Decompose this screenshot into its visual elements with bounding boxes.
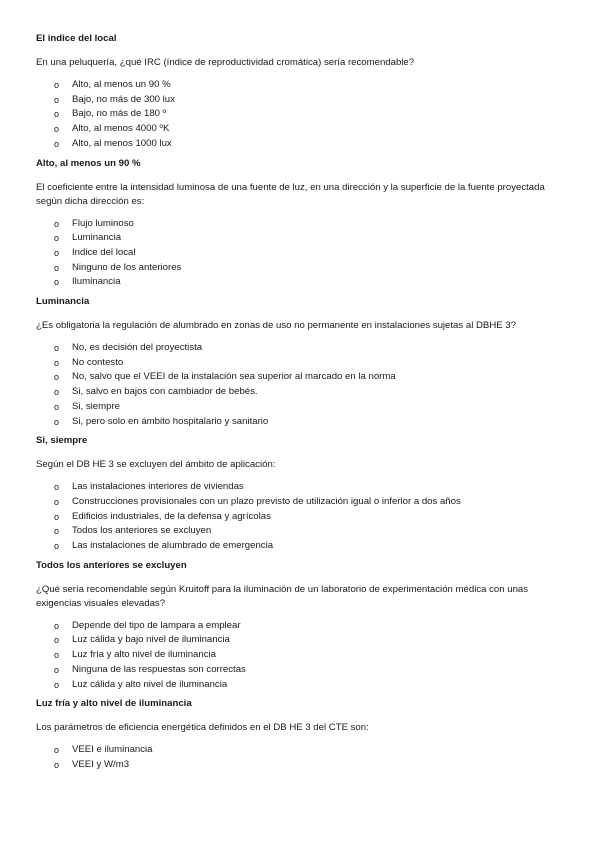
bullet-icon: o (54, 745, 60, 756)
option-text: No contesto (72, 356, 124, 368)
qa-section (36, 32, 566, 157)
bullet-icon: o (54, 80, 60, 90)
bullet-icon: o (54, 635, 60, 646)
list-item (36, 619, 566, 634)
option-text: VEEI y W/m3 (72, 758, 130, 770)
option-text: Luz cálida y alto nivel de iluminancia (72, 678, 228, 690)
option-text: Construcciones provisionales con un plazo previsto de utilización igual o inferior a dos años (72, 495, 461, 507)
option-text: Luminancia (72, 232, 122, 244)
bullet-icon: o (54, 526, 60, 537)
option-text: No, es decisión del proyectista (72, 342, 203, 354)
bullet-icon: o (54, 277, 60, 288)
bullet-icon: o (54, 759, 60, 770)
list-item (36, 341, 566, 356)
list-item (36, 510, 566, 525)
bullet-icon: o (54, 541, 60, 552)
question-text: Según el DB HE 3 se excluyen del ámbito de aplicación: (36, 459, 276, 471)
qa-section (36, 434, 566, 559)
section-heading: Luminancia (36, 296, 90, 308)
list-item (36, 743, 566, 758)
list-item (36, 648, 566, 663)
qa-section (36, 559, 566, 698)
option-text: Si, salvo en bajos con cambiador de bebés. (72, 386, 258, 398)
option-text: Si, pero solo en ámbito hospitalario y sanitario (72, 415, 269, 427)
list-item (36, 400, 566, 415)
question-text: ¿Es obligatoria la regulación de alumbrado en zonas de uso no permanente en instalaciones sujetas al DBHE 3? (36, 320, 516, 332)
option-list (36, 743, 566, 772)
bullet-icon: o (54, 372, 60, 383)
option-list (36, 619, 566, 693)
section-heading: El indice del local (36, 33, 117, 44)
bullet-icon: o (54, 620, 60, 631)
list-item (36, 78, 566, 93)
list-item (36, 356, 566, 371)
bullet-icon: o (54, 357, 60, 368)
option-text: Las instalaciones interiores de viviendas (72, 481, 244, 493)
bullet-icon: o (54, 650, 60, 661)
bullet-icon: o (54, 262, 60, 273)
list-item (36, 633, 566, 648)
option-text: Indice del local (72, 246, 136, 258)
qa-section (36, 697, 566, 772)
bullet-icon: o (54, 664, 60, 675)
bullet-icon: o (54, 482, 60, 493)
option-list (36, 78, 566, 152)
bullet-icon: o (54, 387, 60, 398)
option-list (36, 217, 566, 291)
list-item (36, 137, 566, 152)
bullet-icon: o (54, 679, 60, 690)
option-text: Alto, al menos 4000 ºK (72, 123, 170, 135)
question-text: ¿Qué sería recomendable según Kruitoff para la iluminación de un laboratorio de experimentación médica con unas exigencias visuales elevadas? (36, 583, 529, 609)
option-text: Alto, al menos 1000 lux (72, 137, 172, 149)
list-item (36, 663, 566, 678)
bullet-icon: o (54, 343, 60, 354)
bullet-icon: o (54, 124, 60, 135)
section-heading: Si, siempre (36, 435, 88, 447)
list-item (36, 107, 566, 122)
list-item (36, 370, 566, 385)
option-text: Ninguna de las respuestas son correctas (72, 663, 246, 675)
bullet-icon: o (54, 511, 60, 522)
option-text: Bajo, no más de 180 º (72, 108, 167, 120)
list-item (36, 480, 566, 495)
list-item (36, 93, 566, 108)
question-text: El coeficiente entre la intensidad luminosa de una fuente de luz, en una dirección y la superficie de la fuente proyectada según dicha dirección es: (36, 181, 545, 207)
section-heading: Todos los anteriores se excluyen (36, 559, 187, 571)
list-item (36, 524, 566, 539)
option-text: Edificios industriales, de la defensa y agrícolas (72, 510, 271, 522)
option-text: Todos los anteriores se excluyen (72, 525, 212, 537)
qa-section (36, 295, 566, 434)
option-text: Ninguno de los anteriores (72, 261, 182, 273)
list-item (36, 231, 566, 246)
bullet-icon: o (54, 401, 60, 412)
bullet-icon: o (54, 109, 60, 120)
section-heading: Alto, al menos un 90 % (36, 157, 141, 169)
list-item (36, 217, 566, 232)
option-list (36, 341, 566, 429)
bullet-icon: o (54, 416, 60, 427)
option-text: VEEI e iluminancia (72, 744, 153, 756)
bullet-icon: o (54, 496, 60, 507)
option-text: Bajo, no más de 300 lux (72, 93, 175, 105)
list-item (36, 495, 566, 510)
list-item (36, 758, 566, 773)
list-item (36, 261, 566, 276)
bullet-icon: o (54, 94, 60, 105)
option-text: Alto, al menos un 90 % (72, 79, 171, 90)
option-text: Flujo luminoso (72, 217, 134, 229)
list-item (36, 678, 566, 693)
list-item (36, 385, 566, 400)
option-text: Si, siempre (72, 400, 120, 412)
list-item (36, 275, 566, 290)
bullet-icon: o (54, 138, 60, 149)
bullet-icon: o (54, 218, 60, 229)
bullet-icon: o (54, 233, 60, 244)
question-text: Los parámetros de eficiencia energética definidos en el DB HE 3 del CTE son: (36, 722, 369, 734)
list-item (36, 246, 566, 261)
option-text: Las instalaciones de alumbrado de emergencia (72, 540, 274, 552)
bullet-icon: o (54, 247, 60, 258)
option-list (36, 480, 566, 554)
question-text: En una peluquería, ¿qué IRC (índice de reproductividad cromática) sería recomendable? (36, 57, 415, 68)
qa-section (36, 157, 566, 296)
list-item (36, 122, 566, 137)
option-text: Luz cálida y bajo nivel de iluminancia (72, 634, 230, 646)
option-text: Iluminancia (72, 276, 121, 288)
section-heading: Luz fría y alto nivel de iluminancia (36, 698, 192, 710)
list-item (36, 539, 566, 554)
option-text: No, salvo que el VEEI de la instalación sea superior al marcado en la norma (72, 371, 396, 383)
option-text: Depende del tipo de lampara a emplear (72, 619, 241, 631)
document-page (36, 32, 566, 773)
list-item (36, 415, 566, 430)
option-text: Luz fría y alto nivel de iluminancia (72, 649, 216, 661)
